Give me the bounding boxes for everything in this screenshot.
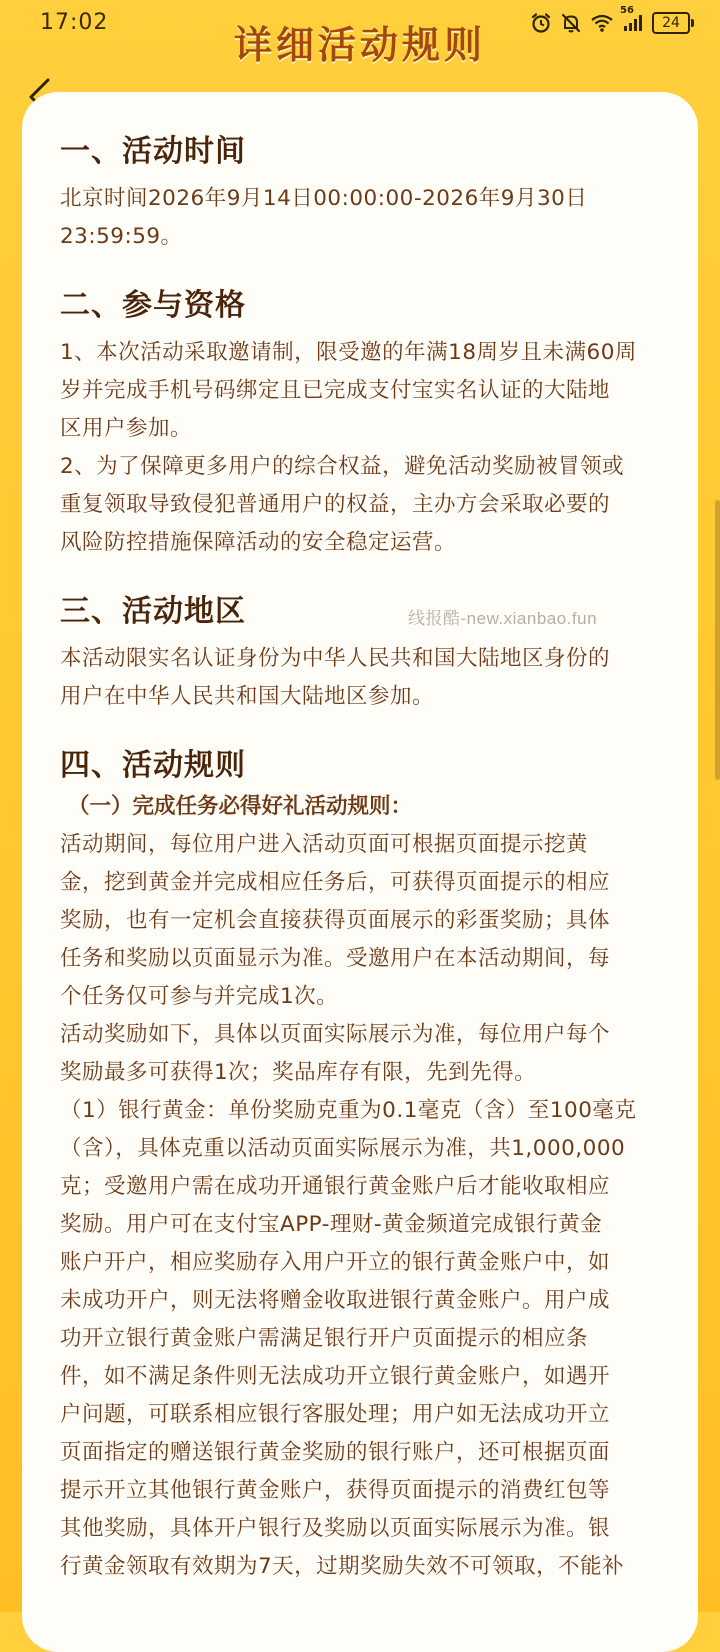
section-subtitle: （一）完成任务必得好礼活动规则：	[68, 794, 413, 819]
section-line: 奖励最多可获得1次；奖品库存有限，先到先得。	[60, 1060, 537, 1085]
section-line: 行黄金领取有效期为7天，过期奖励失效不可领取，不能补	[60, 1554, 625, 1579]
section-line: 23:59:59。	[60, 224, 183, 249]
section-line: 区用户参加。	[60, 416, 193, 441]
battery-level: 24	[652, 12, 690, 34]
section-line: 金，挖到黄金并完成相应任务后，可获得页面提示的相应	[60, 870, 611, 895]
section-line: 件，如不满足条件则无法成功开立银行黄金账户，如遇开	[60, 1364, 611, 1389]
rules-card	[22, 92, 698, 1652]
section-line: 未成功开户，则无法将赠金收取进银行黄金账户。用户成	[60, 1288, 611, 1313]
section-line: 1、本次活动采取邀请制，限受邀的年满18周岁且未满60周	[60, 340, 637, 365]
section-line: 岁并完成手机号码绑定且已完成支付宝实名认证的大陆地	[60, 378, 611, 403]
section-title-rules: 四、活动规则	[60, 748, 246, 783]
network-type: 56	[620, 5, 634, 16]
scrollbar[interactable]	[715, 500, 720, 780]
section-line: 用户在中华人民共和国大陆地区参加。	[60, 684, 435, 709]
section-line: 重复领取导致侵犯普通用户的权益，主办方会采取必要的	[60, 492, 611, 517]
section-line: 提示开立其他银行黄金账户，获得页面提示的消费红包等	[60, 1478, 611, 1503]
section-title-region: 三、活动地区	[60, 594, 246, 629]
section-line: 2、为了保障更多用户的综合权益，避免活动奖励被冒领或	[60, 454, 625, 479]
section-line: 奖励。用户可在支付宝APP-理财-黄金频道完成银行黄金	[60, 1212, 603, 1237]
section-line: 页面指定的赠送银行黄金奖励的银行账户，还可根据页面	[60, 1440, 611, 1465]
section-line: 风险防控措施保障活动的安全稳定运营。	[60, 530, 457, 555]
section-line: 本活动限实名认证身份为中华人民共和国大陆地区身份的	[60, 646, 611, 671]
section-line: （1）银行黄金：单份奖励克重为0.1毫克（含）至100毫克	[60, 1098, 637, 1123]
section-title-time: 一、活动时间	[60, 134, 246, 169]
section-line: 账户开户，相应奖励存入用户开立的银行黄金账户中，如	[60, 1250, 611, 1275]
section-line: 户问题，可联系相应银行客服处理；用户如无法成功开立	[60, 1402, 611, 1427]
section-line: 活动期间，每位用户进入活动页面可根据页面提示挖黄	[60, 832, 589, 857]
section-line: 活动奖励如下，具体以页面实际展示为准，每位用户每个	[60, 1022, 611, 1047]
section-title-eligibility: 二、参与资格	[60, 288, 246, 323]
section-line: 北京时间2026年9月14日00:00:00-2026年9月30日	[60, 186, 588, 211]
section-line: （含），具体克重以活动页面实际展示为准，共1,000,000	[60, 1136, 626, 1161]
section-line: 奖励，也有一定机会直接获得页面展示的彩蛋奖励；具体	[60, 908, 611, 933]
section-line: 任务和奖励以页面显示为准。受邀用户在本活动期间，每	[60, 946, 611, 971]
section-line: 其他奖励，具体开户银行及奖励以页面实际展示为准。银	[60, 1516, 611, 1541]
status-time: 17:02	[40, 10, 109, 35]
rules-text	[60, 826, 662, 1586]
section-line: 功开立银行黄金账户需满足银行开户页面提示的相应条	[60, 1326, 589, 1351]
section-line: 个任务仅可参与并完成1次。	[60, 984, 339, 1009]
section-line: 克；受邀用户需在成功开通银行黄金账户后才能收取相应	[60, 1174, 611, 1199]
page-title: 详细活动规则	[233, 23, 486, 67]
watermark: 线报酷-new.xianbao.fun	[408, 609, 598, 628]
